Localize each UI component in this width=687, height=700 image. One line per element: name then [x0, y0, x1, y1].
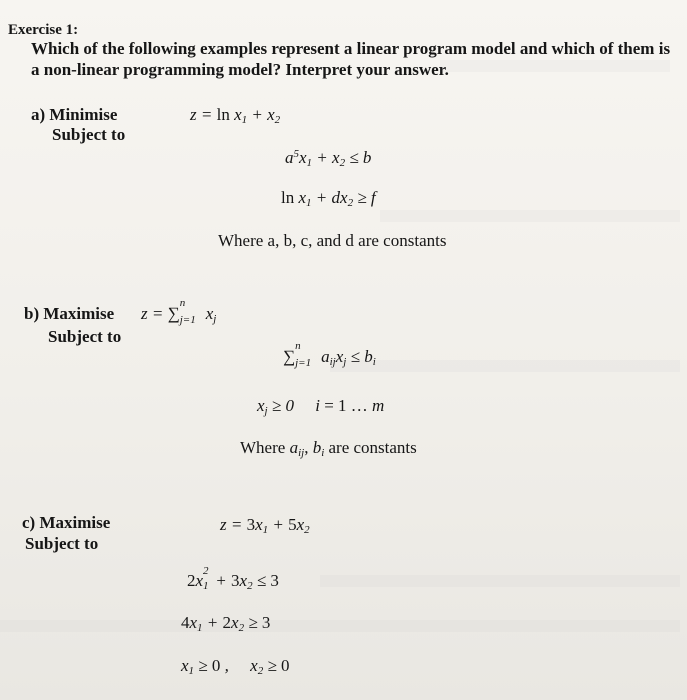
part-c-constraint-3: $x_1 \ge 0$ , $x_2 \ge 0$ — [181, 656, 290, 677]
part-b-note: Where $a_{ij}$, $b_i$ are constants — [240, 438, 417, 459]
part-a-note: Where a, b, c, and d are constants — [218, 231, 447, 250]
part-b-label: b) Maximise — [24, 304, 115, 323]
part-c-label: c) Maximise — [22, 513, 111, 532]
part-a-objective: $z = \ln x_1 + x_2$ — [190, 105, 281, 126]
part-c-objective: $z = 3x_1 + 5x_2$ — [220, 515, 310, 536]
part-a-constraint-2: $\ln x_1 + dx_2 \ge f$ — [281, 188, 376, 209]
part-a-constraint-1: $a^5x_1 + x_2 \le b$ — [285, 148, 372, 169]
bleed-through-band — [0, 620, 680, 632]
part-a-subject-to: Subject to — [52, 125, 126, 144]
exercise-question: Which of the following examples represent a linear program model and which of them is a non-linear programming model? Interpret your answer. — [31, 39, 671, 79]
part-c-constraint-2: $4x_1 + 2x_2 \ge 3$ — [181, 613, 271, 634]
bleed-through-band — [320, 575, 680, 587]
part-b-subject-to: Subject to — [48, 327, 122, 346]
bleed-through-band — [330, 360, 680, 372]
exercise-title: Exercise 1: — [8, 22, 79, 38]
part-b-constraint-2: $x_j \ge 0$ i = 1 … m — [257, 396, 385, 417]
part-c-constraint-1: 2x 2 1 + $3x_2 \le 3$ — [187, 565, 279, 592]
part-a-label: a) Minimise — [31, 105, 118, 124]
part-b-constraint-1: ∑ n j=1 $a_{ij}x_j \le b_i$ — [283, 340, 376, 369]
part-b-objective: z = ∑ n j=1 $x_j$ — [141, 297, 217, 326]
part-c-subject-to: Subject to — [25, 534, 99, 553]
bleed-through-band — [440, 60, 670, 72]
bleed-through-band — [380, 210, 680, 222]
